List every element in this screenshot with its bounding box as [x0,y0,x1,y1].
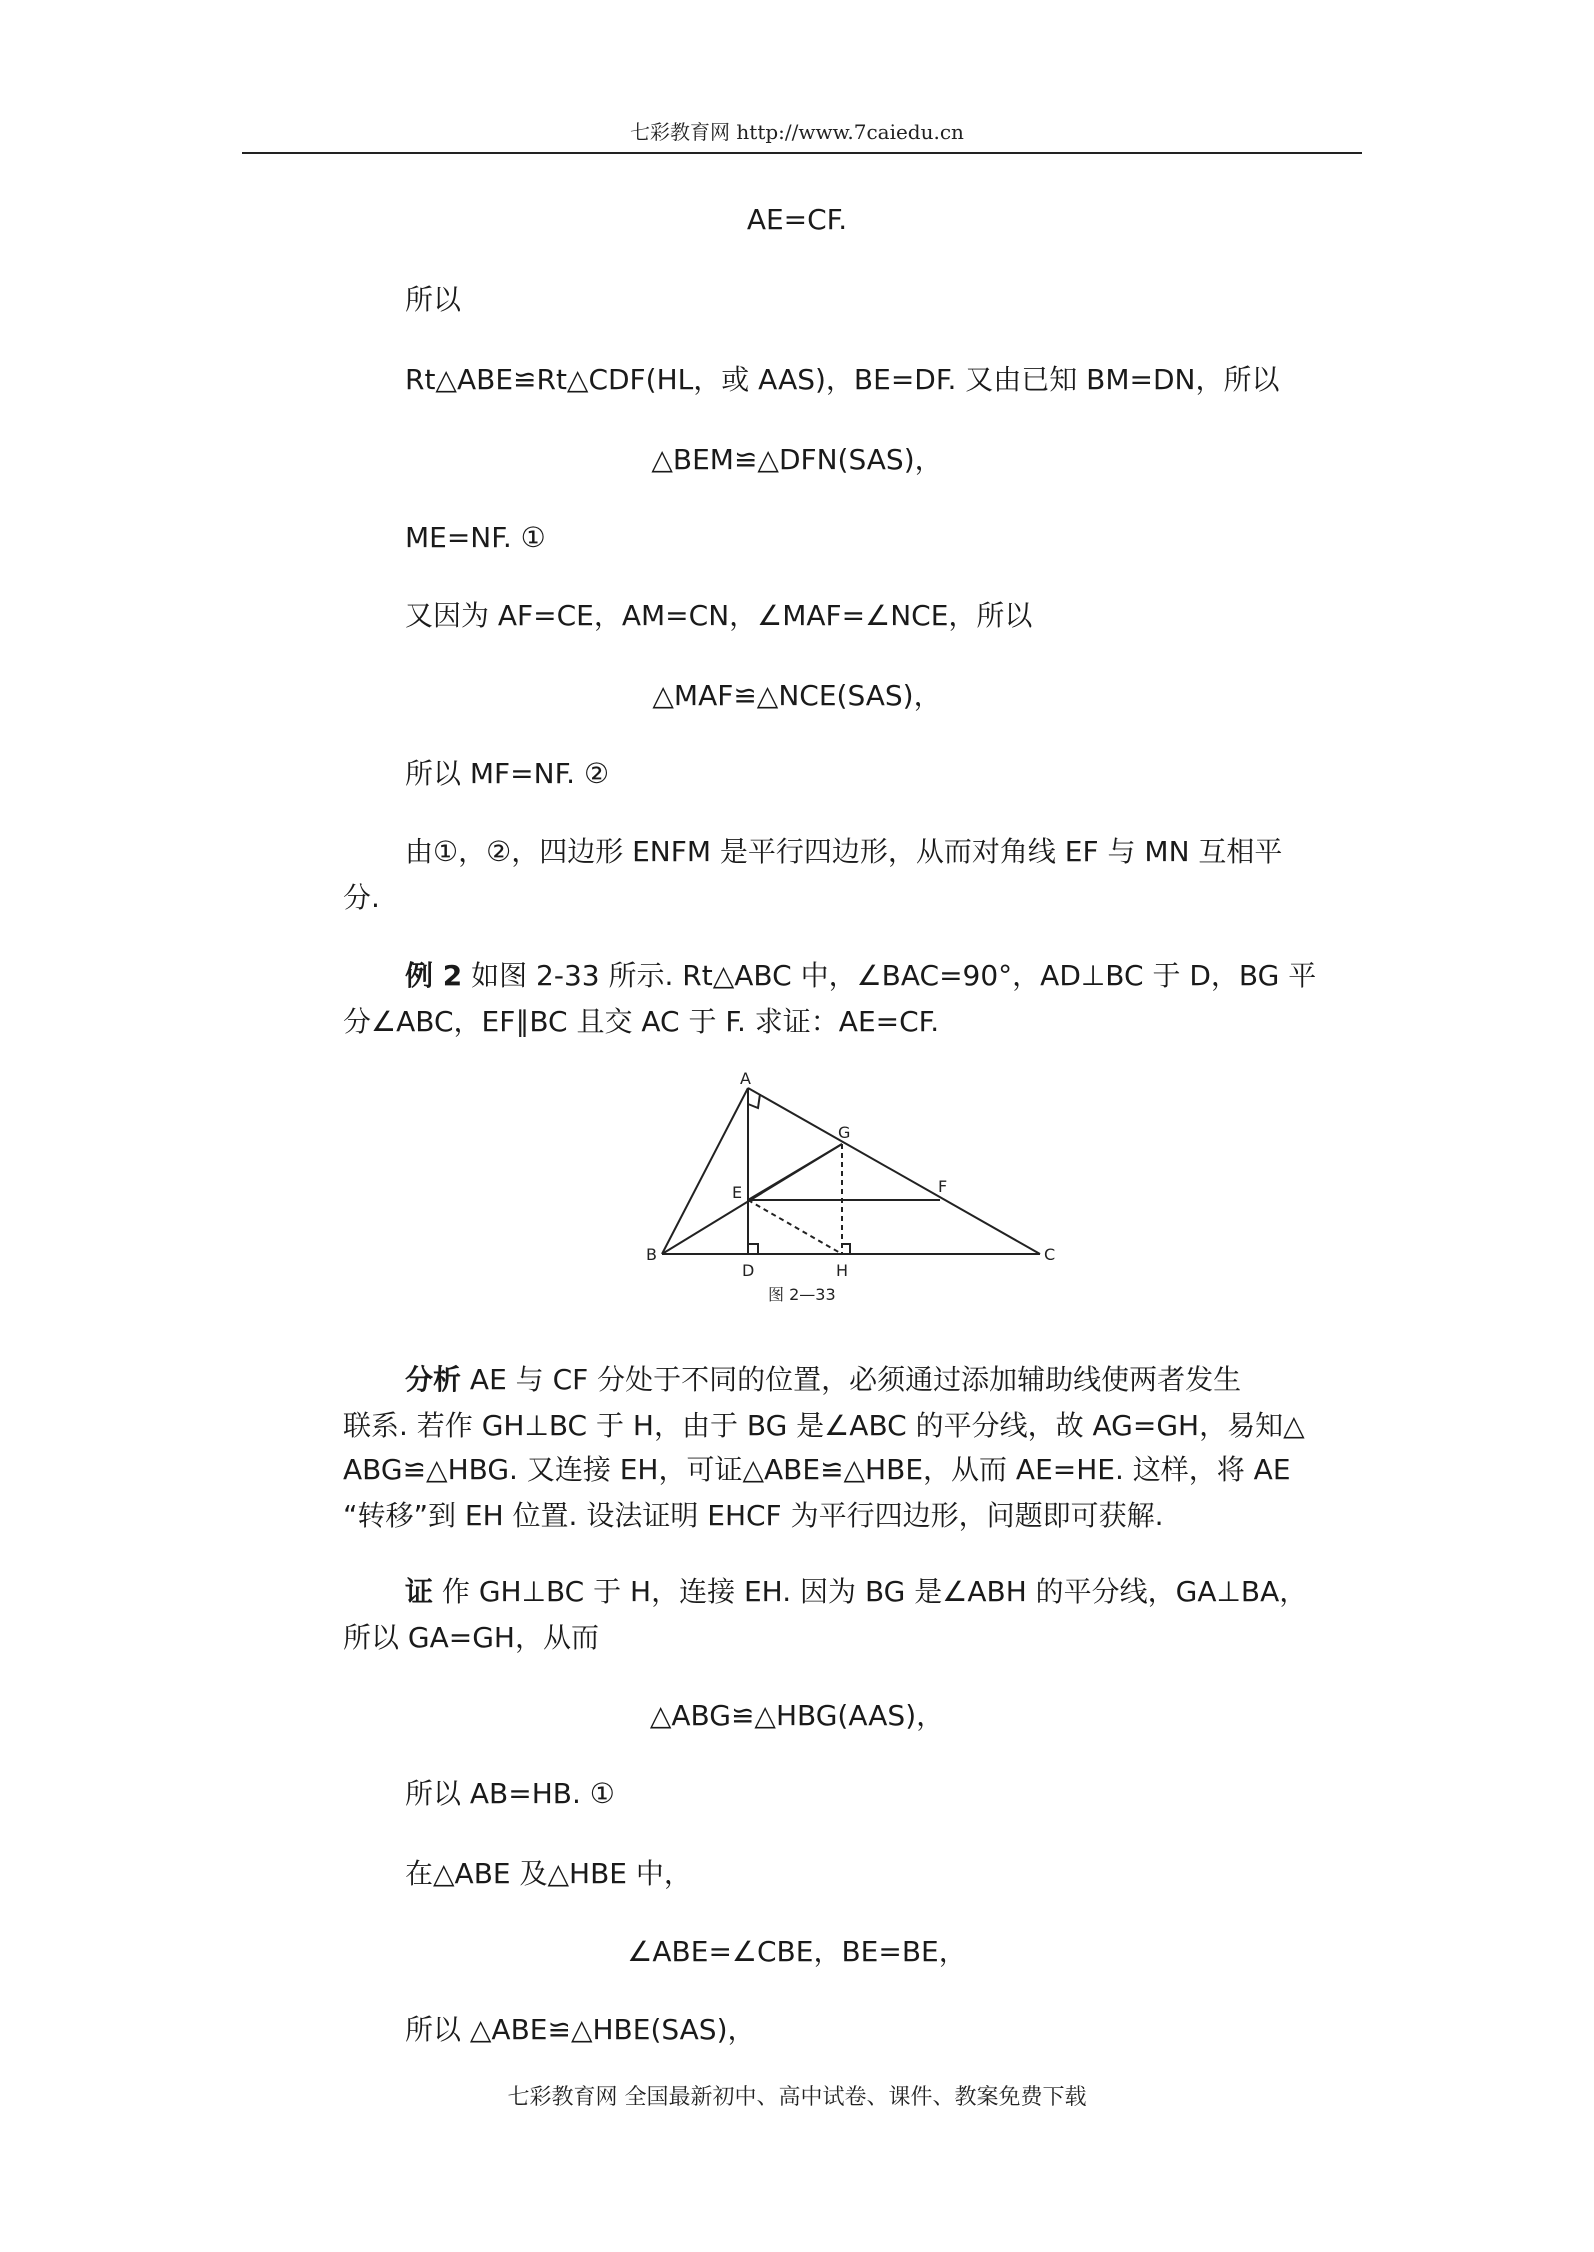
equation-abg-hbg: △ABG≌△HBG(AAS)， [649,1699,945,1732]
page-header: 七彩教育网 http://www.7caiedu.cn [630,120,964,144]
equation-mf-nf: 所以 MF=NF. ② [405,757,610,790]
segment-ac [748,1088,1040,1254]
analysis-text: AE 与 CF 分处于不同的位置，必须通过添加辅助线使两者发生 [461,1363,1242,1396]
right-angle-d [748,1244,758,1254]
label-g: G [838,1123,851,1142]
label-e: E [732,1183,743,1202]
equation-ab-hb: 所以 AB=HB. ① [405,1777,615,1810]
analysis-label: 分析 [405,1363,462,1396]
text-therefore: 所以 [405,283,462,316]
proof-text: 作 GH⊥BC 于 H，连接 EH. 因为 BG 是∠ABH 的平分线，GA⊥BA， [433,1575,1308,1608]
figure-caption: 图 2—33 [768,1285,836,1304]
analysis-line-4: “转移”到 EH 位置. 设法证明 EHCF 为平行四边形，问题即可获解. [343,1499,1164,1532]
text-bisect: 分. [343,881,380,914]
right-angle-a [748,1094,760,1108]
equation-bem-dfn: △BEM≌△DFN(SAS)， [651,443,943,476]
example-2-line-1 [405,954,1316,998]
analysis-line-1 [405,1358,1241,1402]
equation-ae-cf: AE=CF. [746,203,848,236]
proof-line-2: 所以 GA=GH，从而 [343,1621,599,1654]
equation-angles: ∠ABE=∠CBE，BE=BE， [627,1935,967,1968]
segment-ab [662,1088,748,1254]
example-2-line-2: 分∠ABC，EF∥BC 且交 AC 于 F. 求证：AE=CF. [343,1005,940,1038]
equation-abe-hbe: 所以 △ABE≌△HBE(SAS)， [405,2013,756,2046]
right-angle-h [842,1244,850,1254]
label-d: D [742,1261,755,1280]
example-2-text: 如图 2-33 所示. Rt△ABC 中，∠BAC=90°，AD⊥BC 于 D，BG 平 [462,959,1317,992]
example-2-label: 例 2 [405,959,463,992]
equation-maf-nce: △MAF≌△NCE(SAS)， [652,679,942,712]
analysis-line-2: 联系. 若作 GH⊥BC 于 H，由于 BG 是∠ABC 的平分线，故 AG=GH，易知△ [343,1409,1305,1442]
geometry-figure-2-33 [620,1068,1080,1318]
analysis-line-3: ABG≌△HBG. 又连接 EH，可证△ABE≌△HBE，从而 AE=HE. 这样，将 AE [343,1453,1291,1486]
header-rule [242,152,1362,154]
proof-line-1 [405,1570,1307,1614]
proof-label: 证 [405,1575,434,1608]
page-footer: 七彩教育网 全国最新初中、高中试卷、课件、教案免费下载 [507,2085,1087,2110]
label-f: F [938,1177,948,1196]
text-rt-congruent: Rt△ABE≌Rt△CDF(HL，或 AAS)，BE=DF. 又由已知 BM=DN，所以 [405,363,1280,396]
text-parallelogram: 由①，②，四边形 ENFM 是平行四边形，从而对角线 EF 与 MN 互相平 [405,835,1283,868]
label-b: B [646,1245,657,1264]
text-in-triangles: 在△ABE 及△HBE 中， [405,1857,692,1890]
label-c: C [1044,1245,1056,1264]
equation-me-nf: ME=NF. ① [405,521,546,554]
segment-eg [748,1144,842,1200]
segment-eh [748,1200,842,1254]
label-a: A [740,1069,751,1088]
text-af-ce: 又因为 AF=CE，AM=CN，∠MAF=∠NCE，所以 [405,599,1033,632]
label-h: H [836,1261,849,1280]
